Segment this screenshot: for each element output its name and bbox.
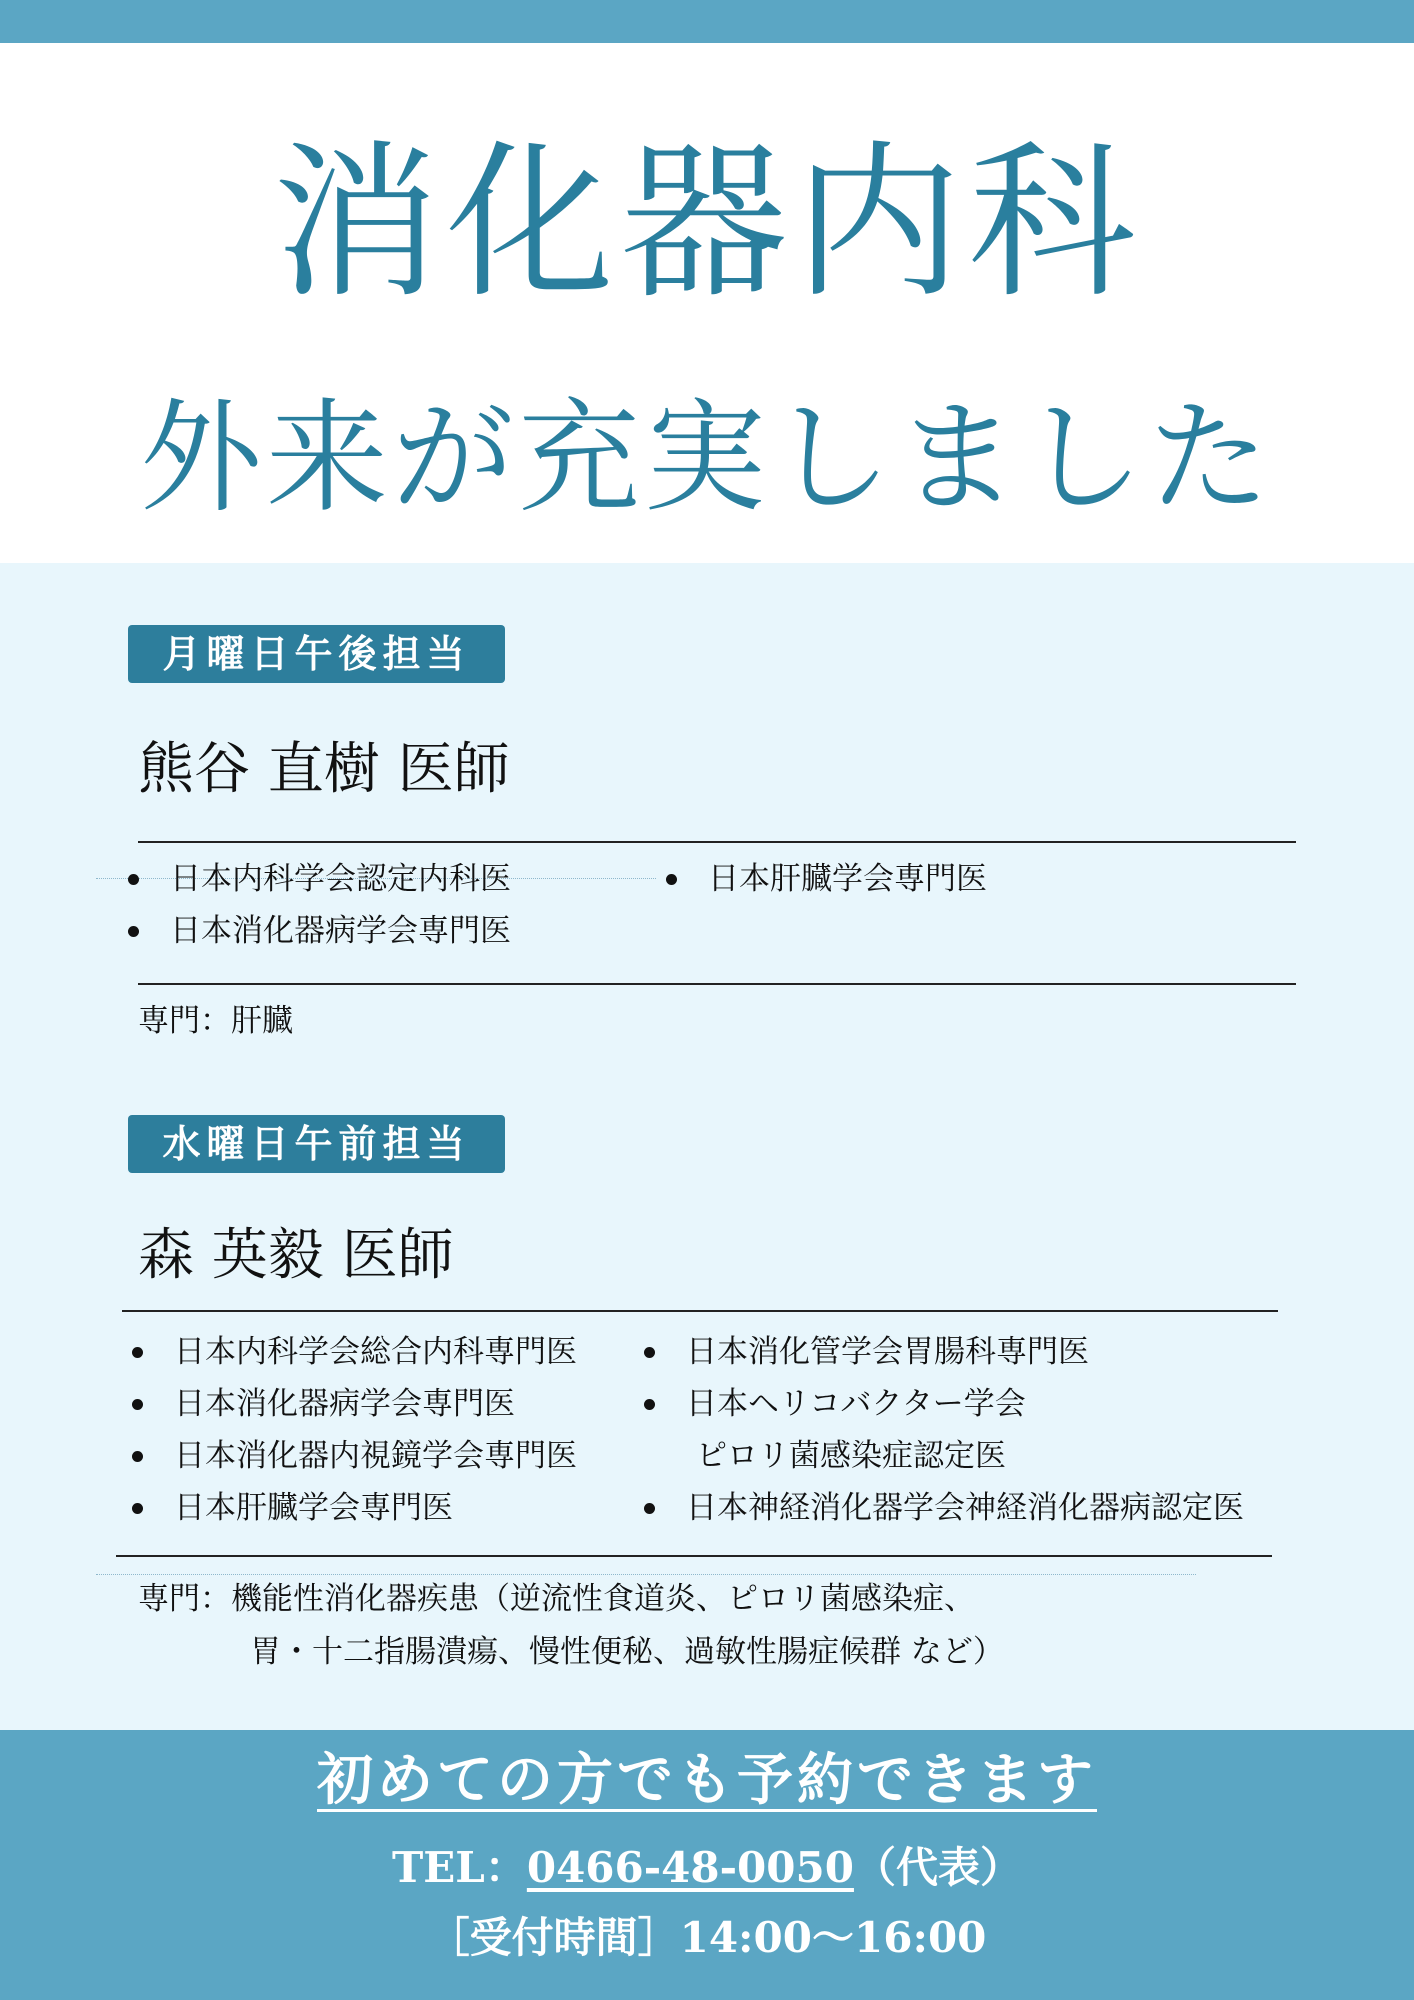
page-subtitle: 外来が充実しました: [140, 387, 1274, 529]
reservation-message: [0, 1740, 1414, 1820]
specialty-text: 専門：機能性消化器疾患（逆流性食道炎、ピロリ菌感染症、: [138, 1581, 975, 1617]
divider: [122, 1310, 1278, 1312]
divider: [116, 1555, 1272, 1557]
reception-hours: ［受付時間］14:00〜16:00: [427, 1913, 987, 1962]
phone-line: [0, 1838, 1414, 1898]
phone-number-link[interactable]: 0466-48-0050: [526, 1843, 854, 1892]
specialty-text: 専門：肝臓: [138, 1003, 293, 1039]
qualification-item: 日本消化器病学会専門医: [130, 1378, 577, 1430]
reservation-message-text: 初めての方でも予約できます: [317, 1747, 1097, 1813]
qualification-item: 日本消化器病学会専門医: [126, 905, 511, 957]
qualification-item: 日本ヘリコバクター学会: [642, 1378, 1244, 1430]
doctor-name-mori: 森 英毅 医師: [138, 1223, 454, 1288]
footer-contact: [0, 1730, 1414, 2000]
qualification-item: 日本内科学会認定内科医: [126, 853, 511, 905]
qualification-list-left: [126, 853, 511, 957]
qualification-item: 日本消化管学会胃腸科専門医: [642, 1326, 1244, 1378]
qualification-item-continuation: ピロリ菌感染症認定医: [696, 1438, 1006, 1474]
schedule-badge-wednesday: 水曜日午前担当: [128, 1115, 505, 1173]
qualification-list-left: [130, 1326, 577, 1534]
page-title: 消化器内科: [272, 125, 1142, 321]
qualification-list-right: [664, 853, 987, 905]
tel-suffix: （代表）: [853, 1843, 1022, 1892]
divider: [138, 841, 1296, 843]
divider: [138, 983, 1296, 985]
qualification-list-right: [642, 1326, 1244, 1534]
specialty-text-continuation: 胃・十二指腸潰瘍、慢性便秘、過敏性腸症候群 など）: [250, 1634, 1004, 1670]
schedule-badge-monday: 月曜日午後担当: [128, 625, 505, 683]
doctor-name-kumagai: 熊谷 直樹 医師: [138, 737, 510, 802]
qualification-item: 日本神経消化器学会神経消化器病認定医: [642, 1482, 1244, 1534]
qualification-item: 日本内科学会総合内科専門医: [130, 1326, 577, 1378]
qualification-item: 日本肝臓学会専門医: [664, 853, 987, 905]
tel-label: TEL：: [392, 1843, 527, 1892]
header: [0, 43, 1414, 563]
qualification-item: 日本肝臓学会専門医: [130, 1482, 577, 1534]
top-color-bar: [0, 0, 1414, 43]
qualification-item: 日本消化器内視鏡学会専門医: [130, 1430, 577, 1482]
doctors-panel: [0, 563, 1414, 1730]
